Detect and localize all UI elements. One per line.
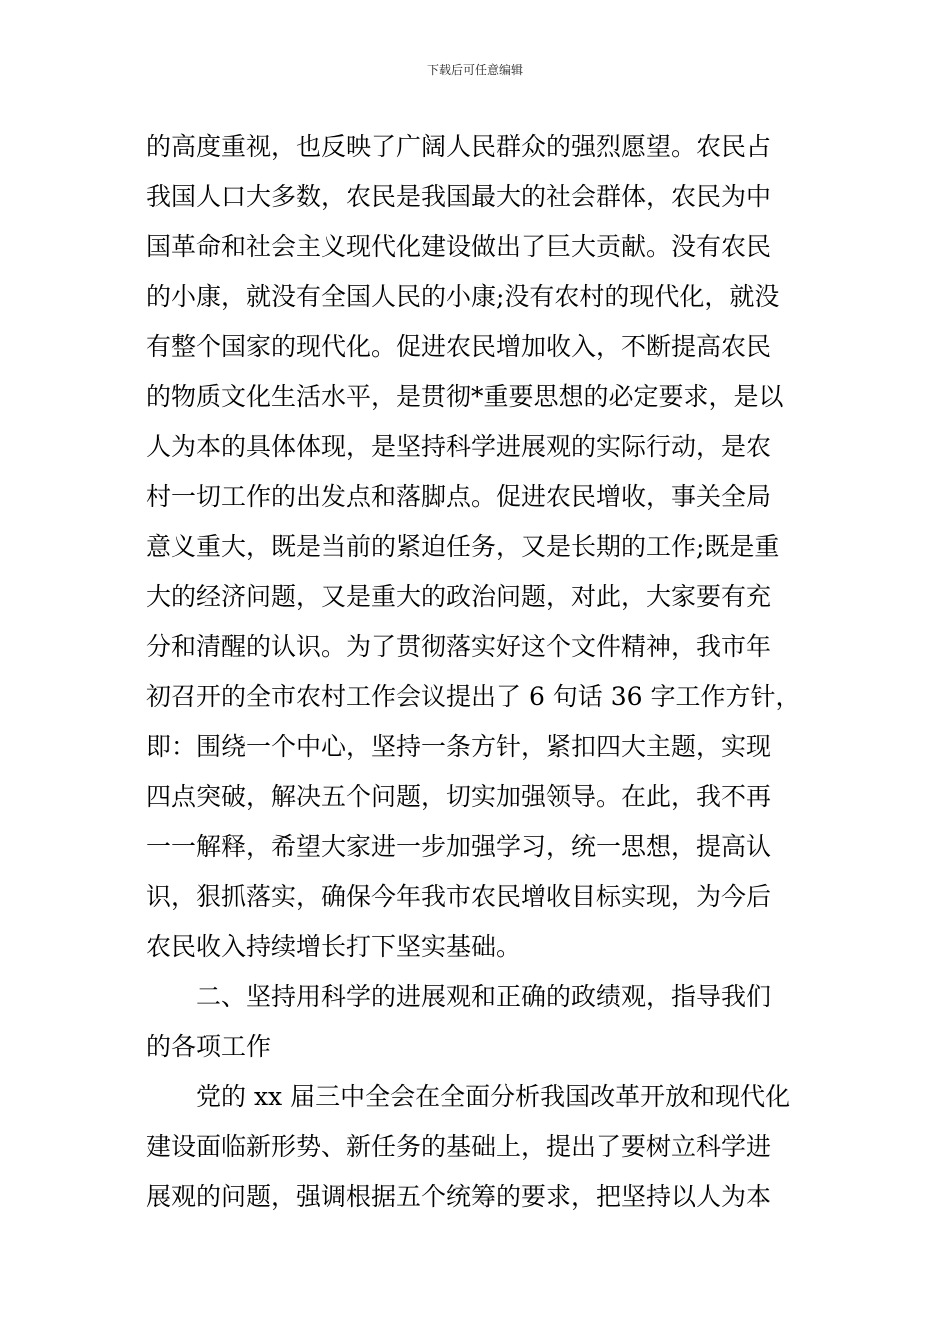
- text-line: 人为本的具体体现，是坚持科学进展观的实际行动，是农: [146, 432, 772, 461]
- text-line: 意义重大，既是当前的紧迫任务，又是长期的工作;既是重: [146, 532, 780, 561]
- text-line: 的高度重视，也反映了广阔人民群众的强烈愿望。农民占: [146, 132, 772, 161]
- page-header: 下载后可任意编辑: [426, 63, 523, 77]
- text-line: 即：围绕一个中心，坚持一条方针，紧扣四大主题，实现: [146, 732, 772, 761]
- text-line: 国革命和社会主义现代化建设做出了巨大贡献。没有农民: [146, 232, 772, 261]
- document-body: [146, 122, 810, 1222]
- section-heading-continued: 的各项工作: [146, 1032, 272, 1061]
- text-line: 农民收入持续增长打下坚实基础。: [146, 932, 522, 961]
- text-line: 我国人口大多数，农民是我国最大的社会群体，农民为中: [146, 182, 772, 211]
- text-line: 分和清醒的认识。为了贯彻落实好这个文件精神，我市年: [146, 632, 772, 661]
- text-line: 有整个国家的现代化。促进农民增加收入，不断提高农民: [146, 332, 772, 361]
- section-heading: 二、坚持用科学的进展观和正确的政绩观，指导我们: [196, 982, 772, 1011]
- text-line: 建设面临新形势、新任务的基础上，提出了要树立科学进: [146, 1132, 772, 1161]
- text-line: 的物质文化生活水平，是贯彻*重要思想的必定要求，是以: [146, 382, 784, 411]
- paragraph-start: 党的 xx 届三中全会在全面分析我国改革开放和现代化: [196, 1082, 791, 1111]
- text-line: 一一解释，希望大家进一步加强学习，统一思想，提高认: [146, 832, 772, 861]
- text-line: 识，狠抓落实，确保今年我市农民增收目标实现，为今后: [146, 882, 772, 911]
- text-line: 的小康，就没有全国人民的小康;没有农村的现代化，就没: [146, 282, 780, 311]
- text-line: 展观的问题，强调根据五个统筹的要求，把坚持以人为本: [146, 1182, 772, 1211]
- text-line: 村一切工作的出发点和落脚点。促进农民增收，事关全局: [146, 482, 772, 511]
- text-line: 初召开的全市农村工作会议提出了 6 句话 36 字工作方针，: [146, 682, 801, 711]
- text-line: 四点突破，解决五个问题，切实加强领导。在此，我不再: [146, 782, 772, 811]
- text-line: 大的经济问题，又是重大的政治问题，对此，大家要有充: [146, 582, 772, 611]
